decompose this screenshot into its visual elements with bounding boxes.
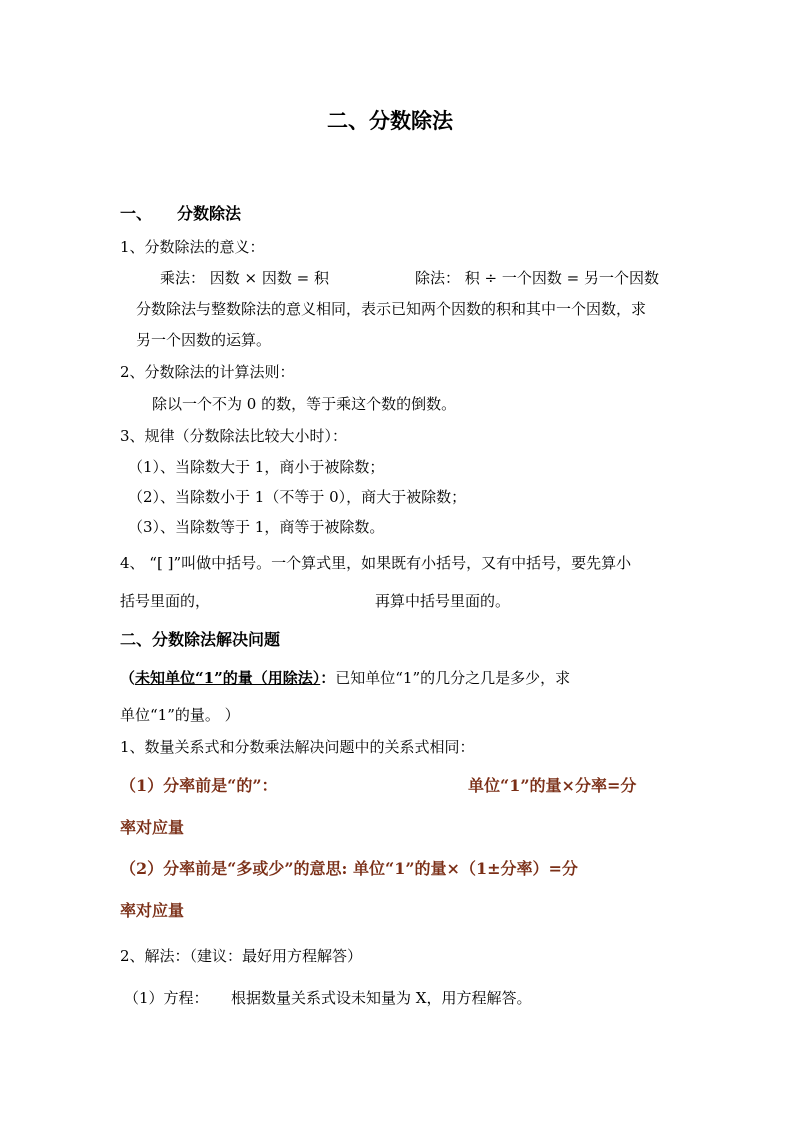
calculation-rule: 除以一个不为 0 的数，等于乘这个数的倒数。 bbox=[152, 395, 457, 413]
relation-1-continuation: 率对应量 bbox=[120, 818, 185, 837]
item-4-line-1: 4、 “[ ]”叫做中括号。一个算式里，如果既有小括号，又有中括号，要先算小 bbox=[120, 554, 632, 572]
law-1: （1）、当除数大于 1，商小于被除数； bbox=[128, 458, 385, 476]
relation-2-continuation: 率对应量 bbox=[120, 901, 185, 920]
note-emphasis: 未知单位“1”的量（用除法） bbox=[135, 669, 321, 687]
item-2-2-heading: 2、解法：（建议：最好用方程解答） bbox=[120, 947, 363, 965]
note-open-paren: （ bbox=[120, 669, 136, 687]
law-2: （2）、当除数小于 1（不等于 0），商大于被除数； bbox=[128, 488, 467, 506]
item-2-1-heading: 1、数量关系式和分数乘法解决问题中的关系式相同： bbox=[120, 738, 475, 756]
section-2-heading: 二、分数除法解决问题 bbox=[120, 630, 281, 649]
item-2-heading: 2、分数除法的计算法则： bbox=[120, 363, 295, 381]
method-text: 根据数量关系式设未知量为 X，用方程解答。 bbox=[231, 989, 532, 1007]
note-line-2: 单位“1”的量。 ） bbox=[120, 706, 240, 724]
item-4-line-2-part-b: 再算中括号里面的。 bbox=[375, 592, 511, 610]
law-3: （3）、当除数等于 1，商等于被除数。 bbox=[128, 518, 385, 536]
section-1-number: 一、 bbox=[120, 204, 153, 223]
relation-1-formula: 单位“1”的量×分率=分 bbox=[468, 776, 637, 795]
item-4-line-2-part-a: 括号里面的， bbox=[120, 592, 211, 610]
note-colon: ： bbox=[320, 669, 336, 687]
relation-2-line: （2）分率前是“多或少”的意思: 单位“1”的量×（1±分率）=分 bbox=[120, 859, 578, 878]
item-3-heading: 3、规律（分数除法比较大小时）： bbox=[120, 427, 348, 445]
division-definition: 除法： 积 ÷ 一个因数 = 另一个因数 bbox=[415, 269, 659, 287]
note-text: 已知单位“1”的几分之几是多少，求 bbox=[335, 669, 571, 687]
meaning-line-2: 另一个因数的运算。 bbox=[136, 331, 272, 349]
section-1-heading: 分数除法 bbox=[177, 204, 242, 223]
method-label: （1）方程： bbox=[124, 989, 209, 1007]
page-title: 二、分数除法 bbox=[327, 108, 453, 133]
note-line-1 bbox=[120, 668, 570, 688]
multiplication-definition: 乘法： 因数 × 因数 = 积 bbox=[160, 269, 329, 287]
item-1-heading: 1、分数除法的意义： bbox=[120, 238, 265, 256]
meaning-line-1: 分数除法与整数除法的意义相同，表示已知两个因数的积和其中一个因数，求 bbox=[136, 300, 647, 318]
relation-1-label: （1）分率前是“的”： bbox=[120, 776, 278, 795]
